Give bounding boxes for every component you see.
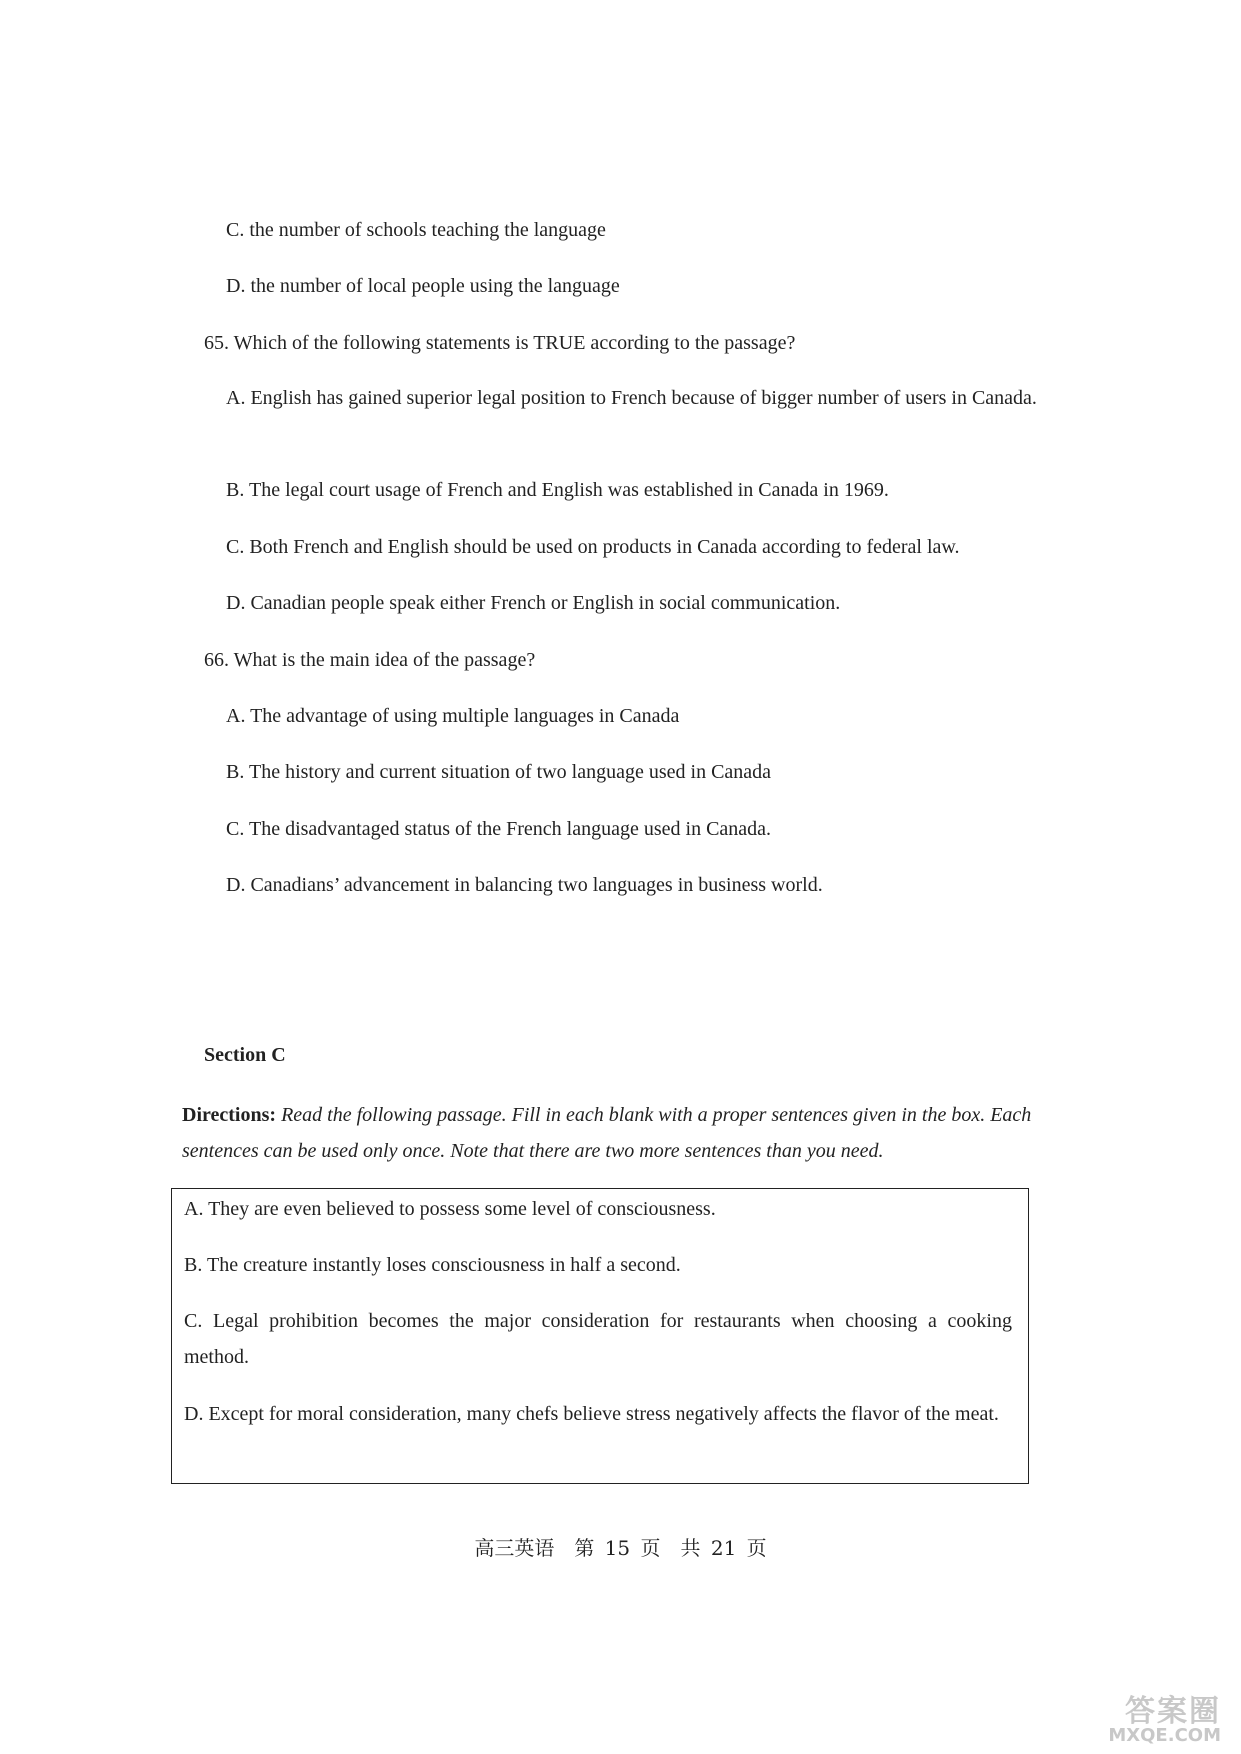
q65-option-c: C. Both French and English should be used on products in Canada according to federal law. (226, 536, 960, 558)
q65-option-b: B. The legal court usage of French and English was established in Canada in 1969. (226, 479, 889, 501)
q66-option-d: D. Canadians’ advancement in balancing two languages in business world. (226, 874, 823, 896)
q65-stem: 65. Which of the following statements is TRUE according to the passage? (204, 332, 796, 354)
directions-label: Directions: (182, 1104, 277, 1126)
q66-option-b: B. The history and current situation of two language used in Canada (226, 761, 772, 783)
sentence-options-box (171, 1188, 1029, 1484)
q65-option-a: A. English has gained superior legal position to French because of bigger number of users in Canada. (226, 387, 1037, 409)
box-option-c: C. Legal prohibition becomes the major consideration for restaurants when choosing a cooking method. (184, 1310, 1012, 1368)
q66-option-c: C. The disadvantaged status of the French language used in Canada. (226, 818, 772, 840)
q66-option-a: A. The advantage of using multiple languages in Canada (226, 705, 680, 727)
q64-option-d: D. the number of local people using the language (226, 275, 620, 297)
directions-text: Read the following passage. Fill in each blank with a proper sentences given in the box. Each sentences can be used only once. Note that there are two more sentences than you need. (182, 1104, 1032, 1162)
section-c-directions (182, 1097, 1060, 1169)
q64-option-c: C. the number of schools teaching the language (226, 219, 606, 241)
box-option-d: D. Except for moral consideration, many chefs believe stress negatively affects the flavor of the meat. (184, 1403, 999, 1425)
section-c-title: Section C (204, 1044, 286, 1066)
watermark-url: MXQE.COM (1108, 1725, 1221, 1746)
page-footer: 高三英语 第 15 页 共 21 页 (474, 1536, 767, 1560)
box-option-b: B. The creature instantly loses consciousness in half a second. (184, 1254, 681, 1276)
box-option-a: A. They are even believed to possess some level of consciousness. (184, 1198, 716, 1220)
q66-stem: 66. What is the main idea of the passage? (204, 649, 536, 671)
watermark (1081, 1686, 1221, 1746)
watermark-logo: 答案圈 (1125, 1694, 1221, 1729)
q65-option-d: D. Canadian people speak either French or English in social communication. (226, 592, 841, 614)
